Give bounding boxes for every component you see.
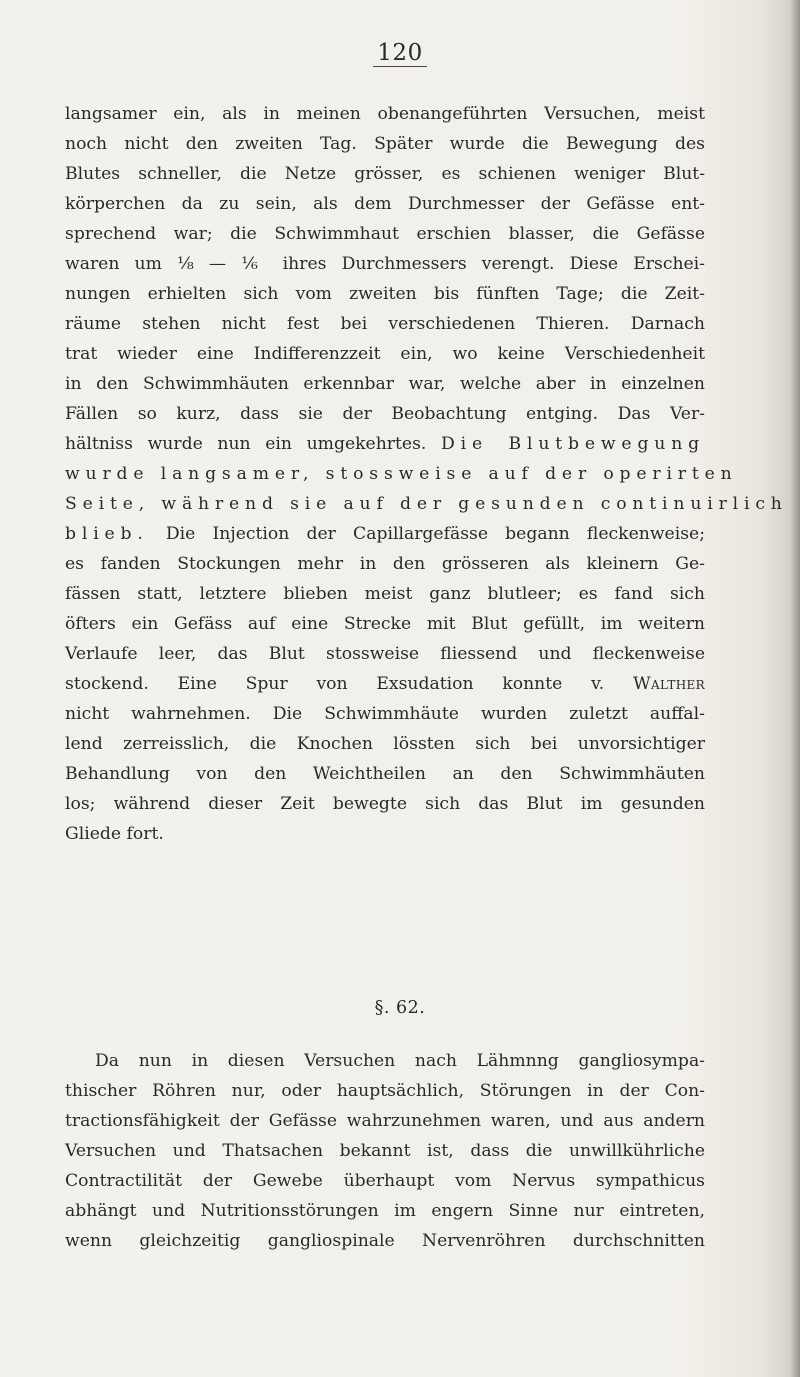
text-line-mixed (65, 429, 705, 459)
text-line: sprechend war; die Schwimmhaut erschien blasser, die Gefässe (65, 224, 705, 244)
text-line: Fällen so kurz, dass sie der Beobachtung entging. Das Ver- (65, 404, 705, 424)
page-number-text: 120 (373, 40, 426, 67)
text-line: Behandlung von den Weichtheilen an den Schwimmhäuten (65, 764, 705, 784)
text-line: Da nun in diesen Versuchen nach Lähmnng gangliosympa- (95, 1051, 705, 1071)
page-edge-shadow (790, 0, 800, 1377)
text-line: lend zerreisslich, die Knochen lössten sich bei unvorsichtiger (65, 734, 705, 754)
text-line: trat wieder eine Indifferenzzeit ein, wo keine Verschiedenheit (65, 344, 705, 364)
emphasized-text: Die Blutbewegung (441, 434, 705, 454)
text-line: thischer Röhren nur, oder hauptsächlich, Störungen in der Con- (65, 1081, 705, 1101)
text-line: körperchen da zu sein, als dem Durchmesser der Gefässe ent- (65, 194, 705, 214)
text-line: Verlaufe leer, das Blut stossweise fliessend und fleckenweise (65, 644, 705, 664)
text-line: nicht wahrnehmen. Die Schwimmhäute wurden zuletzt auffal- (65, 704, 705, 724)
text-line: los; während dieser Zeit bewegte sich das Blut im gesunden (65, 794, 705, 814)
text-line: Contractilität der Gewebe überhaupt vom Nervus sympathicus (65, 1171, 705, 1191)
author-name: Walther (633, 674, 706, 694)
text-line: waren um ⅛ — ⅙ ihres Durchmessers verengt. Diese Erschei- (65, 254, 705, 274)
text-line: abhängt und Nutritionsstörungen im engern Sinne nur eintreten, (65, 1201, 705, 1221)
emphasized-line: wurde langsamer, stossweise auf der operirten (65, 464, 738, 484)
text-segment: hältniss wurde nun ein umgekehrtes. (65, 434, 427, 454)
text-line-mixed (65, 669, 705, 699)
text-line: räume stehen nicht fest bei verschiedenen Thieren. Darnach (65, 314, 705, 334)
text-line: fässen statt, letztere blieben meist ganz blutleer; es fand sich (65, 584, 705, 604)
text-line: Versuchen und Thatsachen bekannt ist, dass die unwillkührliche (65, 1141, 705, 1161)
text-line: öfters ein Gefäss auf eine Strecke mit Blut gefüllt, im weitern (65, 614, 705, 634)
paragraph-1 (65, 99, 788, 849)
text-line: tractionsfähigkeit der Gefässe wahrzunehmen waren, und aus andern (65, 1111, 705, 1131)
emphasized-line: Seite, während sie auf der gesunden continuirlich (65, 494, 788, 514)
text-line: langsamer ein, als in meinen obenangeführten Versuchen, meist (65, 104, 705, 124)
text-line: nungen erhielten sich vom zweiten bis fünften Tage; die Zeit- (65, 284, 705, 304)
text-line: Blutes schneller, die Netze grösser, es schienen weniger Blut- (65, 164, 705, 184)
page-number (0, 40, 800, 67)
text-segment: Die Injection der Capillargefässe begann fleckenweise; (148, 524, 705, 544)
text-line: wenn gleichzeitig gangliospinale Nervenröhren durchschnitten (65, 1231, 705, 1251)
text-line-mixed (65, 519, 705, 549)
text-line: es fanden Stockungen mehr in den grösseren als kleinern Ge- (65, 554, 705, 574)
text-line: in den Schwimmhäuten erkennbar war, welche aber in einzelnen (65, 374, 705, 394)
text-segment: stockend. Eine Spur von Exsudation konnte v. (65, 674, 605, 694)
section-heading: §. 62. (374, 998, 426, 1018)
text-line: Gliede fort. (65, 824, 164, 844)
paragraph-2 (65, 1046, 705, 1256)
emphasized-text: blieb. (65, 524, 149, 544)
text-line: noch nicht den zweiten Tag. Später wurde die Bewegung des (65, 134, 705, 154)
